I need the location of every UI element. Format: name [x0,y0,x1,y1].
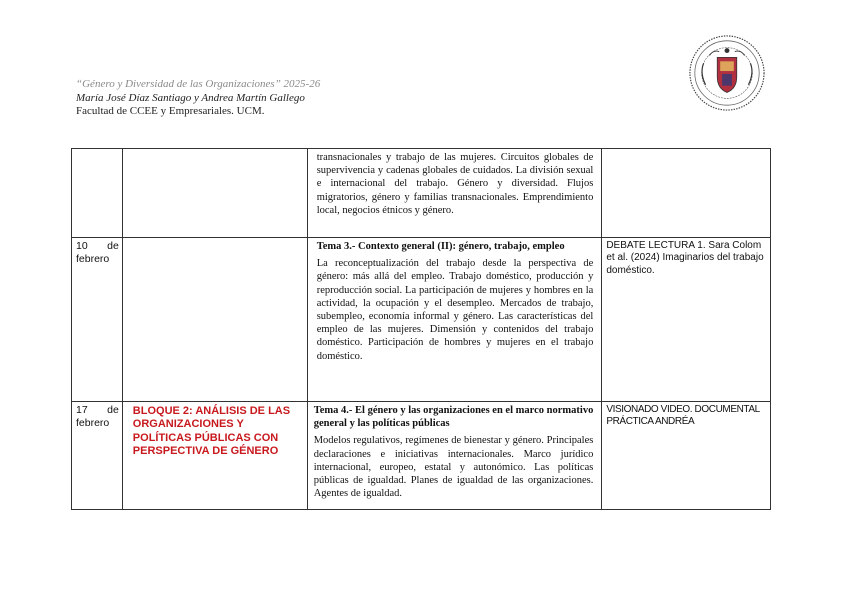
schedule-table [71,148,771,510]
ucm-seal-icon [688,34,766,112]
table-row [72,149,771,238]
reading-cell: VISIONADO VIDEO. DOCUMENTAL PRÁCTICA ANDRÉA [602,402,771,510]
faculty-line: Facultad de CCEE y Empresariales. UCM. [76,105,265,117]
topic-body: transnacionales y trabajo de las mujeres. Circuitos globales de supervivencia y cadenas globales de cuidados. La división sexual e internacional del trabajo. Género y diversidad. Flujos migratorios, género y familias transnacionales. Emprendimiento local, negocios étnicos y género. [316,152,594,216]
block-cell: BLOQUE 2: ANÁLISIS DE LAS ORGANIZACIONES Y POLÍTICAS PÚBLICAS CON PERSPECTIVA DE GÉNERO [122,402,307,510]
topic-cell [307,149,602,238]
topic-cell [307,238,602,402]
date-cell: 17 de febrero [72,402,123,510]
topic-body: Modelos regulativos, regímenes de bienestar y género. Principales declaraciones e iniciativas internacionales. Marco jurídico internacional, europeo, estatal y autonómico. Las políticas públicas de igualdad. Planes de igualdad de las organizaciones. Agentes de igualdad. [313,435,594,500]
topic-body: La reconceptualización del trabajo desde la perspectiva de género: más allá del empleo. Trabajo doméstico, producción y reproducción social. La participación de mujeres y hombres en la actividad, la ocupación y el desempleo. Mercados de trabajo, subempleo, economía informal y género. Las características del empleo de las mujeres. Dimensión y contenidos del trabajo doméstico. Participación de hombres y mujeres en el trabajo doméstico. [316,258,594,362]
block-cell [122,238,307,402]
authors-line: María José Díaz Santiago y Andrea Martín Gallego [76,91,305,104]
date-cell [72,149,123,238]
table-row [72,238,771,402]
course-title: “Género y Diversidad de las Organizaciones” 2025-26 [76,78,321,90]
table-row [72,402,771,510]
document-header [76,78,320,119]
topic-title: Tema 4.- El género y las organizaciones en el marco normativo general y las políticas públicas [313,405,594,430]
reading-cell [602,149,771,238]
topic-title: Tema 3.- Contexto general (II): género, trabajo, empleo [316,241,565,252]
block-cell [122,149,307,238]
reading-cell: DEBATE LECTURA 1. Sara Colom et al. (2024) Imaginarios del trabajo doméstico. [602,238,771,402]
topic-cell [307,402,602,510]
date-cell: 10 de febrero [72,238,123,402]
